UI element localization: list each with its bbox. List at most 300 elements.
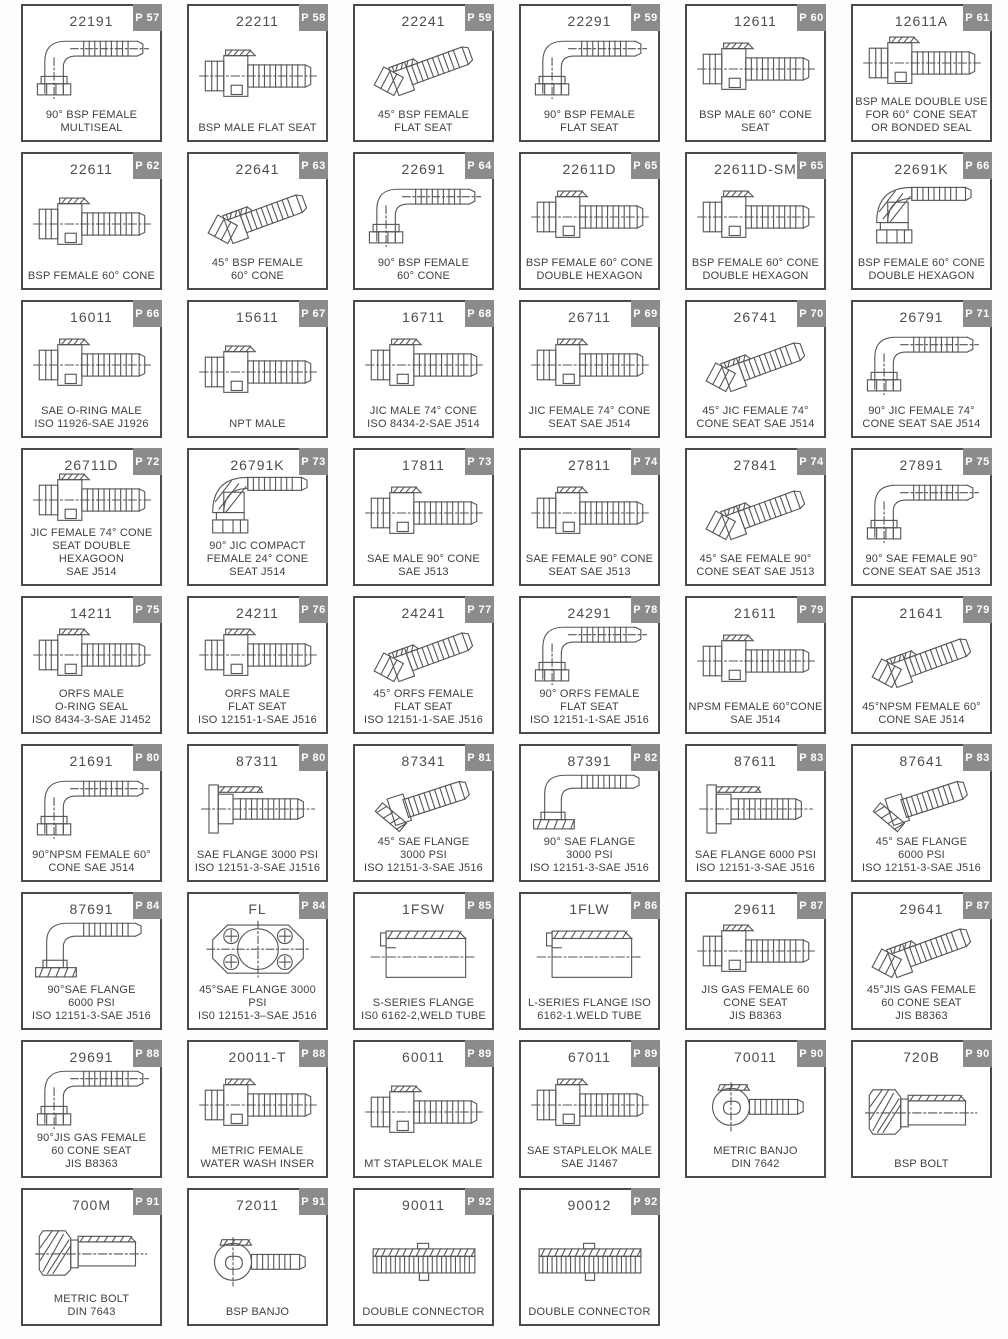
caption-line: FLAT SEAT xyxy=(394,122,453,135)
part-number: 12611 xyxy=(734,13,777,29)
fitting-cell xyxy=(685,892,826,1030)
page-ref-badge: P 61 xyxy=(963,4,992,31)
page-ref-badge: P 90 xyxy=(963,1040,992,1067)
fitting-cell xyxy=(21,4,162,142)
caption-line: SEAT SAE J513 xyxy=(548,566,631,579)
fitting-cell xyxy=(519,1040,660,1178)
fitting-cell xyxy=(353,892,494,1030)
fitting-caption xyxy=(853,96,990,135)
caption-line: SAE FLANGE 3000 PSI xyxy=(196,849,319,862)
caption-line: BSP FEMALE 60° CONE xyxy=(691,257,820,270)
straight-fitting-drawing xyxy=(23,621,160,688)
page-ref-badge: P 83 xyxy=(963,744,992,771)
fitting-cell xyxy=(851,300,992,438)
caption-line: ISO 8434-2-SAE J514 xyxy=(367,418,480,431)
fitting-caption xyxy=(189,257,326,283)
part-number: 20011-T xyxy=(228,1049,287,1065)
caption-line: 6000 PSI xyxy=(68,997,115,1010)
elbow45-fitting-drawing xyxy=(853,621,990,701)
caption-line: BSP BOLT xyxy=(894,1158,949,1171)
caption-line: ISO 8434-3-SAE J1452 xyxy=(32,714,151,727)
fitting-cell xyxy=(187,300,328,438)
caption-line: MT STAPLELOK MALE xyxy=(364,1158,483,1171)
caption-line: NPT MALE xyxy=(229,418,286,431)
part-number: 22291 xyxy=(567,13,612,29)
fitting-cell xyxy=(851,4,992,142)
page-ref-badge: P 73 xyxy=(465,448,494,475)
caption-line: 90° SAE FEMALE 90° xyxy=(865,553,978,566)
part-number: 22611D-SM xyxy=(714,161,797,177)
elbow45-fitting-drawing xyxy=(355,29,492,109)
fitting-caption xyxy=(853,257,990,283)
caption-line: ISO 12151-3-SAE J516 xyxy=(364,862,483,875)
fitting-cell xyxy=(851,1040,992,1178)
caption-line: SAE FLANGE 6000 PSI xyxy=(694,849,817,862)
caption-line: ISO 12151-3-SAE J516 xyxy=(862,862,981,875)
fitting-caption xyxy=(23,984,160,1023)
caption-line: SAE J513 xyxy=(398,566,449,579)
caption-line: CONE SAE J514 xyxy=(878,714,965,727)
straight-fitting-drawing xyxy=(189,325,326,418)
fitting-caption xyxy=(355,836,492,875)
caption-line: SAE MALE 90° CONE xyxy=(367,553,480,566)
caption-line: 60° CONE xyxy=(396,270,451,283)
page-ref-badge: P 67 xyxy=(299,300,328,327)
elbow90-fitting-drawing xyxy=(355,177,492,257)
caption-line: ISO 12151-3-SAE J1516 xyxy=(194,862,321,875)
caption-line: JIS B8363 xyxy=(65,1158,118,1171)
caption-line: ISO 12151-3-SAE J516 xyxy=(696,862,815,875)
caption-line: FLAT SEAT xyxy=(560,701,619,714)
elbow90-fitting-drawing xyxy=(521,621,658,688)
page-ref-badge: P 91 xyxy=(133,1188,162,1215)
part-number: 26741 xyxy=(733,309,778,325)
part-number: 24291 xyxy=(567,605,612,621)
page-ref-badge: P 65 xyxy=(797,152,826,179)
bolt-fitting-drawing xyxy=(23,1213,160,1293)
fitting-cell xyxy=(187,4,328,142)
fitting-cell xyxy=(21,1188,162,1326)
part-number: 720B xyxy=(903,1049,940,1065)
straight-fitting-drawing xyxy=(355,1065,492,1158)
fitting-cell xyxy=(353,4,494,142)
part-number: 14211 xyxy=(70,605,113,621)
fitting-caption xyxy=(355,405,492,431)
caption-line: SEAT SAE J514 xyxy=(548,418,631,431)
fitting-cell xyxy=(187,1040,328,1178)
page-ref-badge: P 74 xyxy=(631,448,660,475)
caption-line: 45° SAE FLANGE xyxy=(875,836,968,849)
part-number: 21691 xyxy=(69,753,114,769)
fitting-caption xyxy=(687,553,824,579)
fitting-caption xyxy=(521,405,658,431)
caption-line: SAE J1467 xyxy=(561,1158,618,1171)
fitting-caption xyxy=(521,1145,658,1171)
part-number: 26791 xyxy=(899,309,944,325)
caption-line: SAE J514 xyxy=(730,714,781,727)
caption-line: JIS GAS FEMALE 60 xyxy=(701,984,810,997)
part-number: 16711 xyxy=(402,309,445,325)
elbow90-fitting-drawing xyxy=(853,325,990,405)
part-number: 87611 xyxy=(734,753,777,769)
fitting-caption xyxy=(189,984,326,1023)
fitting-cell xyxy=(21,596,162,734)
caption-line: FEMALE 24° CONE xyxy=(206,553,309,566)
flange-fitting-drawing xyxy=(189,769,326,849)
fitting-caption xyxy=(355,553,492,579)
page-ref-badge: P 66 xyxy=(963,152,992,179)
fitting-cell xyxy=(187,448,328,586)
page-ref-badge: P 84 xyxy=(299,892,328,919)
part-number: 26791K xyxy=(230,457,285,473)
caption-line: MULTISEAL xyxy=(60,122,123,135)
straight-fitting-drawing xyxy=(521,1065,658,1145)
part-number: 29641 xyxy=(899,901,944,917)
fitting-cell xyxy=(519,1188,660,1326)
part-number: 70011 xyxy=(734,1049,777,1065)
page-ref-badge: P 86 xyxy=(631,892,660,919)
part-number: 27841 xyxy=(733,457,778,473)
caption-line: CONE SEAT SAE J514 xyxy=(696,418,815,431)
page-ref-badge: P 92 xyxy=(631,1188,660,1215)
page-ref-badge: P 65 xyxy=(631,152,660,179)
fitting-cell xyxy=(353,152,494,290)
part-number: 16011 xyxy=(70,309,113,325)
fitting-cell xyxy=(21,1040,162,1178)
flange45-fitting-drawing xyxy=(355,769,492,836)
fitting-caption xyxy=(853,1158,990,1171)
part-number: 26711 xyxy=(568,309,611,325)
caption-line: ISO 12151-1-SAE J516 xyxy=(530,714,649,727)
caption-line: BSP MALE 60° CONE SEAT xyxy=(699,109,812,135)
caption-line: BSP MALE DOUBLE USE xyxy=(855,96,988,109)
part-number: FL xyxy=(248,901,267,917)
fitting-caption xyxy=(189,849,326,875)
page-ref-badge: P 80 xyxy=(133,744,162,771)
caption-line: FLAT SEAT xyxy=(560,122,619,135)
caption-line: 60 CONE SEAT xyxy=(51,1145,132,1158)
fitting-caption xyxy=(189,1306,326,1319)
fitting-caption xyxy=(521,836,658,875)
fitting-cell xyxy=(685,300,826,438)
page-ref-badge: P 80 xyxy=(299,744,328,771)
caption-line: 60 CONE SEAT xyxy=(881,997,962,1010)
part-number: 22691K xyxy=(894,161,949,177)
fitting-cell xyxy=(353,300,494,438)
caption-line: SAE O-RING MALE xyxy=(41,405,142,418)
straight-fitting-drawing xyxy=(355,325,492,405)
part-number: 22611 xyxy=(70,161,113,177)
part-number: 27891 xyxy=(899,457,944,473)
caption-line: 90° JIC FEMALE 74° xyxy=(868,405,975,418)
elbow45-fitting-drawing xyxy=(189,177,326,257)
fitting-caption xyxy=(521,997,658,1023)
caption-line: JIC MALE 74° CONE xyxy=(369,405,478,418)
caption-line: DOUBLE HEXAGON xyxy=(702,270,809,283)
caption-line: O-RING SEAL xyxy=(54,701,129,714)
page-ref-badge: P 88 xyxy=(133,1040,162,1067)
part-number: 29611 xyxy=(734,901,777,917)
page-ref-badge: P 89 xyxy=(631,1040,660,1067)
banjo-fitting-drawing xyxy=(189,1213,326,1306)
straight-fitting-drawing xyxy=(189,621,326,688)
caption-line: DIN 7642 xyxy=(731,1158,780,1171)
caption-line: SEAT DOUBLE HEXAGOON xyxy=(52,540,131,566)
fitting-cell xyxy=(353,1188,494,1326)
fitting-caption xyxy=(355,1158,492,1171)
sleeve-fitting-drawing xyxy=(521,917,658,997)
fitting-caption xyxy=(521,109,658,135)
fitting-cell xyxy=(851,596,992,734)
straight-fitting-drawing xyxy=(853,29,990,96)
caption-line: METRIC BANJO xyxy=(713,1145,798,1158)
caption-line: WATER WASH INSER xyxy=(200,1158,315,1171)
caption-line: METRIC BOLT xyxy=(53,1293,130,1306)
caption-line: JIC FEMALE 74° CONE xyxy=(30,527,153,540)
page-ref-badge: P 57 xyxy=(133,4,162,31)
fitting-cell xyxy=(187,596,328,734)
straight-fitting-drawing xyxy=(521,473,658,553)
straight-fitting-drawing xyxy=(521,177,658,257)
caption-line: DIN 7643 xyxy=(67,1306,116,1319)
page-ref-badge: P 66 xyxy=(133,300,162,327)
fitting-caption xyxy=(355,257,492,283)
fitting-cell xyxy=(851,448,992,586)
fitting-cell xyxy=(21,744,162,882)
part-number: 27811 xyxy=(568,457,611,473)
part-number: 22641 xyxy=(235,161,280,177)
page-ref-badge: P 59 xyxy=(631,4,660,31)
double-fitting-drawing xyxy=(521,1213,658,1306)
part-number: 21641 xyxy=(899,605,944,621)
caption-line: CONE SEAT SAE J514 xyxy=(862,418,981,431)
caption-line: 45° SAE FLANGE xyxy=(377,836,470,849)
caption-line: 90° JIC COMPACT xyxy=(209,540,306,553)
fitting-caption xyxy=(23,688,160,727)
caption-line: 90° BSP FEMALE xyxy=(377,257,470,270)
page-ref-badge: P 75 xyxy=(133,596,162,623)
caption-line: 6162-1.WELD TUBE xyxy=(537,1010,642,1023)
flange90-fitting-drawing xyxy=(521,769,658,836)
page-ref-badge: P 88 xyxy=(299,1040,328,1067)
page-ref-badge: P 82 xyxy=(631,744,660,771)
caption-line: CONE SEAT SAE J513 xyxy=(862,566,981,579)
fitting-caption xyxy=(521,257,658,283)
fitting-cell xyxy=(21,152,162,290)
fitting-caption xyxy=(687,984,824,1023)
double-fitting-drawing xyxy=(355,1213,492,1306)
caption-line: DOUBLE HEXAGON xyxy=(868,270,975,283)
straight-fitting-drawing xyxy=(23,325,160,405)
fitting-cell xyxy=(851,744,992,882)
straight-fitting-drawing xyxy=(687,177,824,257)
elbow45-fitting-drawing xyxy=(853,917,990,984)
page-ref-badge: P 58 xyxy=(299,4,328,31)
page-ref-badge: P 73 xyxy=(299,448,328,475)
caption-line: FOR 60° CONE SEAT xyxy=(865,109,978,122)
fitting-caption xyxy=(189,540,326,579)
fitting-cell xyxy=(519,892,660,1030)
fitting-cell xyxy=(685,1040,826,1178)
straight-fitting-drawing xyxy=(23,473,160,527)
straight-fitting-drawing xyxy=(687,917,824,984)
fitting-caption xyxy=(687,405,824,431)
caption-line: L-SERIES FLANGE ISO xyxy=(527,997,651,1010)
fitting-caption xyxy=(521,553,658,579)
page-ref-badge: P 92 xyxy=(465,1188,494,1215)
part-number: 24241 xyxy=(401,605,446,621)
fitting-cell xyxy=(685,4,826,142)
banjo-fitting-drawing xyxy=(687,1065,824,1145)
caption-line: DOUBLE CONNECTOR xyxy=(362,1306,485,1319)
fitting-caption xyxy=(23,849,160,875)
caption-line: SAE STAPLELOK MALE xyxy=(526,1145,653,1158)
page-ref-badge: P 69 xyxy=(631,300,660,327)
elbow90-fitting-drawing xyxy=(23,769,160,849)
fitting-caption xyxy=(189,122,326,135)
caption-line: IS0 12151-3–SAE J516 xyxy=(198,1010,317,1023)
fitting-cell xyxy=(187,152,328,290)
caption-line: JIS B8363 xyxy=(895,1010,948,1023)
fitting-caption xyxy=(189,1145,326,1171)
caption-line: 45° SAE FEMALE 90° xyxy=(699,553,812,566)
fitting-caption xyxy=(23,109,160,135)
page-ref-badge: P 87 xyxy=(797,892,826,919)
caption-line: BSP FEMALE 60° CONE xyxy=(857,257,986,270)
fitting-cell xyxy=(21,448,162,586)
page-ref-badge: P 68 xyxy=(465,300,494,327)
fitting-caption xyxy=(687,109,824,135)
caption-line: BSP BANJO xyxy=(225,1306,290,1319)
fitting-cell xyxy=(519,744,660,882)
fitting-cell xyxy=(187,744,328,882)
fitting-caption xyxy=(23,1293,160,1319)
fitting-caption xyxy=(521,688,658,727)
fitting-caption xyxy=(687,257,824,283)
fitting-caption xyxy=(23,405,160,431)
caption-line: 45° ORFS FEMALE xyxy=(373,688,474,701)
fitting-cell xyxy=(353,1040,494,1178)
page-ref-badge: P 87 xyxy=(963,892,992,919)
fitting-cell xyxy=(187,1188,328,1326)
fitting-caption xyxy=(853,553,990,579)
caption-line: DOUBLE HEXAGON xyxy=(536,270,643,283)
fitting-caption xyxy=(687,849,824,875)
fitting-caption xyxy=(853,701,990,727)
caption-line: 3000 PSI xyxy=(566,849,613,862)
caption-line: BSP MALE FLAT SEAT xyxy=(198,122,317,135)
part-number: 29691 xyxy=(69,1049,114,1065)
part-number: 26711D xyxy=(64,457,119,473)
sleeve-fitting-drawing xyxy=(355,917,492,997)
part-number: 22611D xyxy=(562,161,617,177)
clamp-fitting-drawing xyxy=(189,917,326,984)
part-number: 60011 xyxy=(402,1049,445,1065)
caption-line: SEAT J514 xyxy=(229,566,286,579)
fitting-caption xyxy=(355,997,492,1023)
fitting-cell xyxy=(519,300,660,438)
part-number: 22691 xyxy=(401,161,446,177)
straight-fitting-drawing xyxy=(521,325,658,405)
page-ref-badge: P 62 xyxy=(133,152,162,179)
caption-line: BSP FEMALE 60° CONE xyxy=(27,270,156,283)
part-number: 12611A xyxy=(894,13,949,29)
page-ref-badge: P 74 xyxy=(797,448,826,475)
part-number: 87641 xyxy=(899,753,944,769)
fitting-caption xyxy=(23,270,160,283)
page-ref-badge: P 76 xyxy=(299,596,328,623)
caption-line: DOUBLE CONNECTOR xyxy=(528,1306,651,1319)
caption-line: 90° SAE FLANGE xyxy=(543,836,636,849)
page-ref-badge: P 84 xyxy=(133,892,162,919)
page-ref-badge: P 83 xyxy=(797,744,826,771)
caption-line: 45° BSP FEMALE xyxy=(377,109,470,122)
caption-line: 6000 PSI xyxy=(898,849,945,862)
elbow45-fitting-drawing xyxy=(687,473,824,553)
part-number: 87341 xyxy=(401,753,446,769)
fitting-cell xyxy=(519,152,660,290)
part-number: 87391 xyxy=(567,753,612,769)
fitting-caption xyxy=(23,527,160,579)
fitting-cell xyxy=(685,448,826,586)
fitting-cell xyxy=(685,744,826,882)
page-ref-badge: P 90 xyxy=(797,1040,826,1067)
fitting-cell xyxy=(353,448,494,586)
caption-line: 45° BSP FEMALE xyxy=(211,257,304,270)
elbow90-fitting-drawing xyxy=(23,1065,160,1132)
caption-line: CONE SEAT xyxy=(723,997,788,1010)
fitting-cell xyxy=(851,892,992,1030)
elbow45-fitting-drawing xyxy=(355,621,492,688)
fitting-caption xyxy=(853,984,990,1023)
page-ref-badge: P 72 xyxy=(133,448,162,475)
caption-line: 90° ORFS FEMALE xyxy=(539,688,640,701)
fitting-cell xyxy=(519,596,660,734)
part-number: 17811 xyxy=(402,457,445,473)
caption-line: CONE SAE J514 xyxy=(48,862,135,875)
page-ref-badge: P 70 xyxy=(797,300,826,327)
caption-line: 90° BSP FEMALE xyxy=(45,109,138,122)
part-number: 700M xyxy=(71,1197,112,1213)
flange90-fitting-drawing xyxy=(23,917,160,984)
caption-line: 45°NPSM FEMALE 60° xyxy=(862,701,981,714)
fitting-caption xyxy=(189,418,326,431)
page-ref-badge: P 77 xyxy=(465,596,494,623)
page-ref-badge: P 59 xyxy=(465,4,494,31)
part-number: 67011 xyxy=(568,1049,611,1065)
caption-line: JIC FEMALE 74° CONE xyxy=(528,405,651,418)
caption-line: METRIC FEMALE xyxy=(211,1145,304,1158)
elbow90-fitting-drawing xyxy=(853,473,990,553)
page-ref-badge: P 91 xyxy=(299,1188,328,1215)
elbow90-fitting-drawing xyxy=(521,29,658,109)
page-ref-badge: P 71 xyxy=(963,300,992,327)
caption-line: ORFS MALE xyxy=(58,688,125,701)
elbow45-fitting-drawing xyxy=(687,325,824,405)
fitting-cell xyxy=(187,892,328,1030)
caption-line: ISO 12151-1-SAE J516 xyxy=(364,714,483,727)
fitting-caption xyxy=(853,836,990,875)
caption-line: JIS B8363 xyxy=(729,1010,782,1023)
caption-line: CONE SEAT SAE J513 xyxy=(696,566,815,579)
page-ref-badge: P 78 xyxy=(631,596,660,623)
page-ref-badge: P 75 xyxy=(963,448,992,475)
part-number: 1FSW xyxy=(402,901,445,917)
caption-line: 60° CONE xyxy=(230,270,285,283)
straight-fitting-drawing xyxy=(189,1065,326,1145)
fitting-cell xyxy=(353,596,494,734)
page-ref-badge: P 89 xyxy=(465,1040,494,1067)
